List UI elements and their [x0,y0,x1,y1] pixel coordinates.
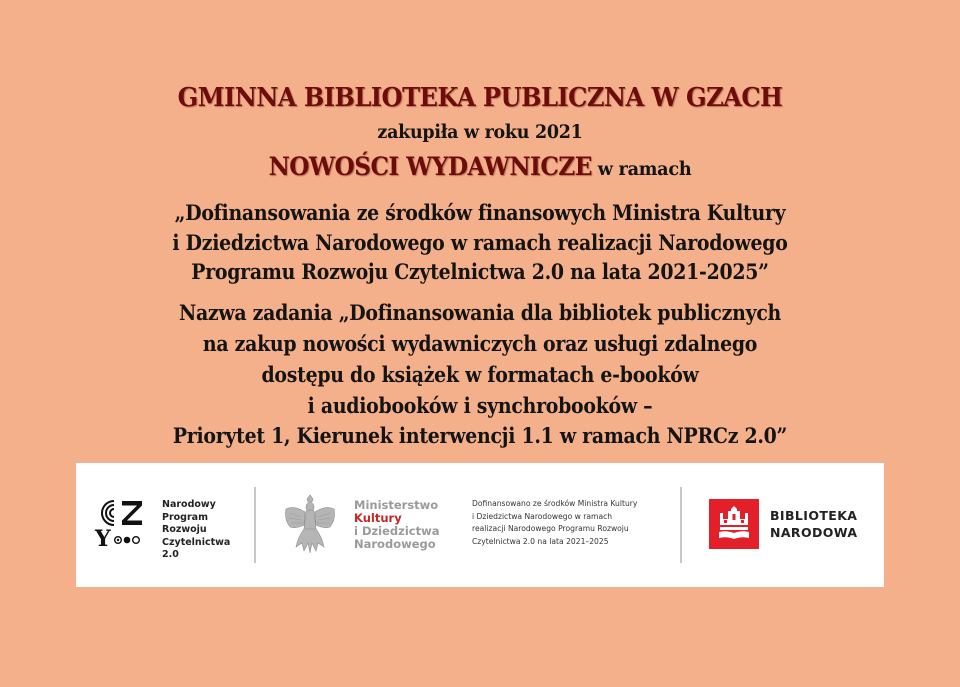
nprcz-text-line: 2.0 [162,549,179,560]
polish-eagle-icon [282,493,338,557]
funding-note-line: realizacji Narodowego Programu Rozwoju [472,524,629,533]
headline-suffix: w ramach [591,158,692,180]
funding-note-line: i Dziedzictwa Narodowego w ramach [472,511,613,521]
national-library-logo [709,499,759,549]
ministry-text-line-accent: Kultury [354,511,402,525]
ministry-text-line: Narodowego [354,537,436,551]
nprcz-text-line: Rozwoju [162,524,207,535]
nprcz-text-line: Narodowy [162,499,216,510]
nprcz-logo-text [162,499,230,562]
nprcz-text-line: Program [162,511,208,523]
task-line: Nazwa zadania „Dofinansowania dla bibliotek publicznych [178,300,782,325]
sponsor-logo-strip [76,463,884,587]
national-library-text-line: BIBLIOTEKA [770,508,858,523]
funding-note [472,498,637,548]
task-line: dostępu do książek w formatach e-booków [261,362,699,387]
program-line: „Dofinansowania ze środków finansowych Ministra Kultury [174,200,786,225]
nprcz-logo-icon [94,497,146,549]
task-line: i audiobooków i synchrobooków – [307,393,653,418]
funding-note-line: Czytelnictwa 2.0 na lata 2021–2025 [472,536,609,546]
task-line: Priorytet 1, Kierunek interwencji 1.1 w ramach NPRCz 2.0” [172,423,788,448]
library-heading: GMINNA BIBLIOTEKA PUBLICZNA W GZACH [177,83,783,113]
ministry-logo-text [354,499,440,551]
national-library-text-line: NARODOWA [770,525,858,540]
logo-divider [680,487,682,563]
purchase-subheading: zakupiła w roku 2021 [377,121,583,143]
ministry-text-line: i Dziedzictwa [354,524,440,538]
task-line: na zakup nowości wydawniczych oraz usługi zdalnego [202,331,758,356]
funding-note-line: Dofinansowano ze środków Ministra Kultury [472,499,638,508]
new-publications-accent: NOWOŚCI WYDAWNICZE [268,152,592,181]
logo-divider [254,487,256,563]
svg-text:Y: Y [95,526,111,549]
national-library-text [770,507,858,541]
nprcz-text-line: Czytelnictwa [162,536,231,548]
program-line: Programu Rozwoju Czytelnictwa 2.0 na lata 2021-2025” [191,259,769,284]
new-publications-headline [34,152,927,181]
ministry-text-line: Ministerstwo [354,498,439,512]
crown-book-icon [709,499,759,549]
program-line: i Dziedzictwa Narodowego w ramach realizacji Narodowego [172,230,788,255]
